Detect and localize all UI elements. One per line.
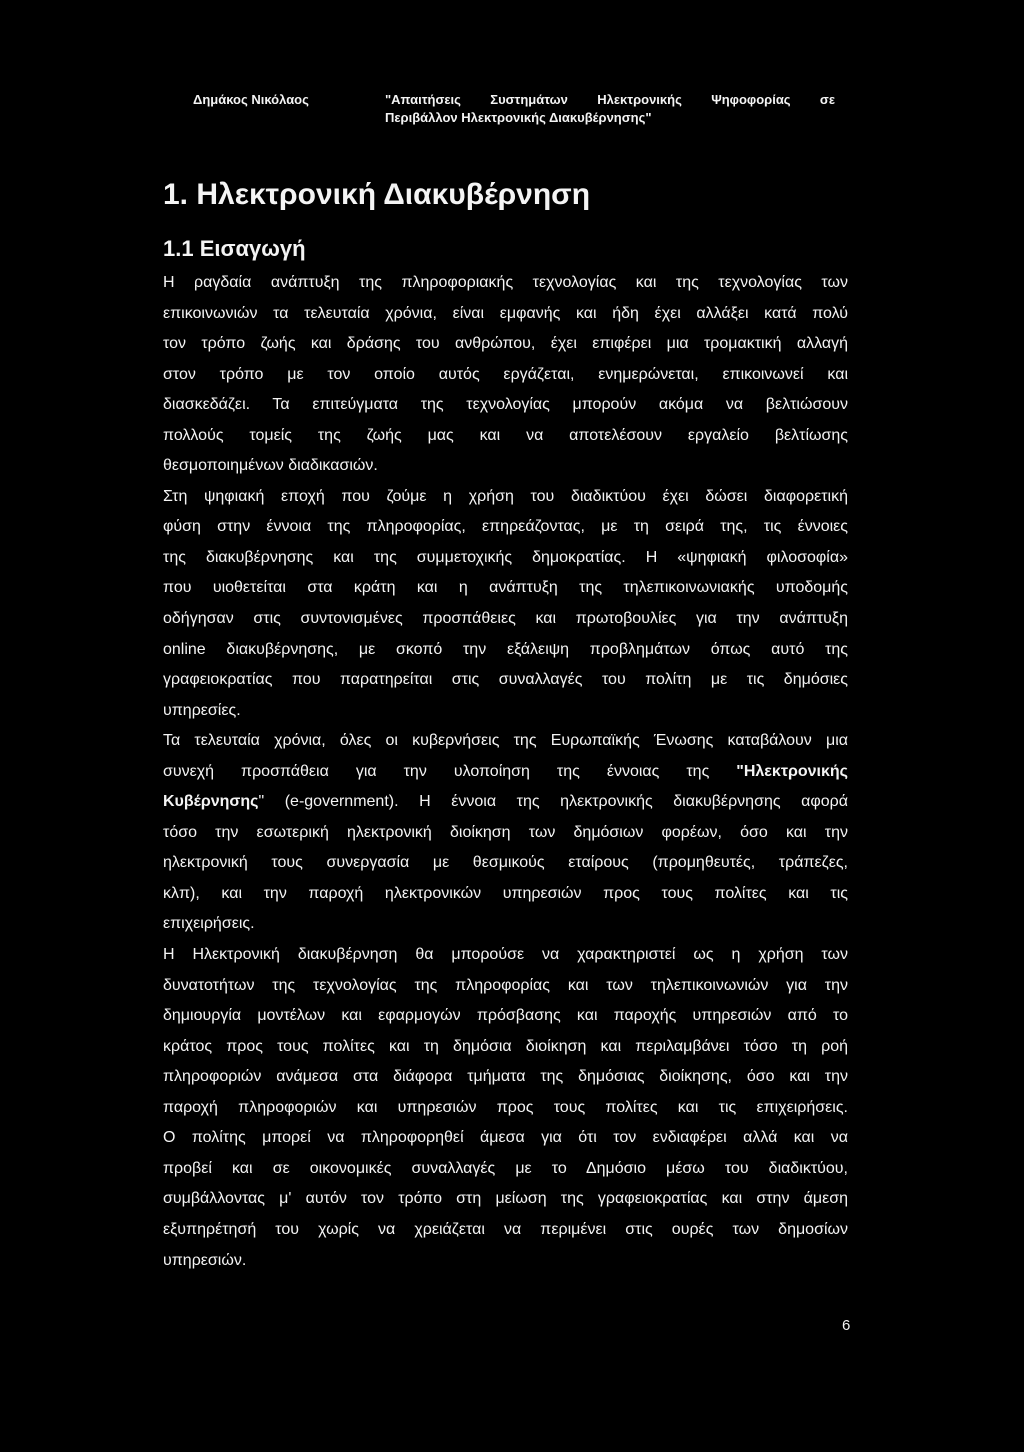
body-text bbox=[163, 268, 848, 1276]
body-line: δημιουργία μοντέλων και εφαρμογών πρόσβασης και παροχής υπηρεσιών από το bbox=[163, 1007, 848, 1025]
body-line: τον τρόπο ζωής και δράσης του ανθρώπου, έχει επιφέρει μια τρομακτική αλλαγή bbox=[163, 335, 848, 353]
section-heading: 1.1 Εισαγωγή bbox=[163, 236, 306, 261]
emphasized-term: "Ηλεκτρονικής bbox=[736, 762, 848, 780]
running-head-author: Δημάκος Νικόλαος bbox=[193, 92, 309, 107]
body-line: Τα τελευταία χρόνια, όλες οι κυβερνήσεις της Ευρωπαϊκής Ένωσης καταβάλουν μια bbox=[163, 732, 848, 750]
body-line: Η ραγδαία ανάπτυξη της πληροφοριακής τεχνολογίας και της τεχνολογίας των bbox=[163, 274, 848, 291]
body-line: Η Ηλεκτρονική διακυβέρνηση θα μπορούσε να χαρακτηριστεί ως η χρήση των bbox=[163, 946, 848, 964]
body-line: διασκεδάζει. Τα επιτεύγματα της τεχνολογίας μπορούν ακόμα να βελτιώσουν bbox=[163, 396, 848, 414]
body-line: κράτος προς τους πολίτες και τη δημόσια διοίκηση και περιλαμβάνει τόσο τη ροή bbox=[163, 1037, 848, 1055]
body-line: της διακυβέρνησης και της συμμετοχικής δημοκρατίας. Η «ψηφιακή φιλοσοφία» bbox=[163, 548, 848, 566]
body-line: Ο πολίτης μπορεί να πληροφορηθεί άμεσα για ότι τον ενδιαφέρει αλλά και να bbox=[163, 1129, 848, 1147]
running-head-title-line: "Απαιτήσεις Συστημάτων Ηλεκτρονικής Ψηφοφορίας σε bbox=[385, 92, 835, 107]
body-line: οδήγησαν στις συντονισμένες προσπάθειες και πρωτοβουλίες για την ανάπτυξη bbox=[163, 610, 848, 628]
page-number: 6 bbox=[842, 1317, 851, 1334]
body-line: επιχειρήσεις. bbox=[163, 915, 255, 933]
body-line: εξυπηρέτησή του χωρίς να χρειάζεται να περιμένει στις ουρές των δημοσίων bbox=[163, 1220, 848, 1238]
body-line-text: " (e-government). Η έννοια της ηλεκτρονικής διακυβέρνησης αφορά bbox=[258, 793, 848, 811]
body-line: συμβάλλοντας μ' αυτόν τον τρόπο στη μείωση της γραφειοκρατίας και στην άμεση bbox=[163, 1190, 848, 1208]
body-line bbox=[163, 757, 848, 788]
body-line: πολλούς τομείς της ζωής μας και να αποτελέσουν εργαλείο βελτίωσης bbox=[163, 426, 848, 444]
body-line: προβεί και σε οικονομικές συναλλαγές με το Δημόσιο μέσω του διαδικτύου, bbox=[163, 1159, 848, 1177]
body-line: πληροφοριών ανάμεσα στα διάφορα τμήματα της δημόσιας διοίκησης, όσο και την bbox=[163, 1068, 848, 1086]
emphasized-term: Κυβέρνησης bbox=[163, 793, 259, 811]
body-line: ηλεκτρονική τους συνεργασία με θεσμικούς εταίρους (προμηθευτές, τράπεζες, bbox=[163, 854, 848, 872]
running-head-title bbox=[385, 91, 835, 127]
body-line: στον τρόπο με τον οποίο αυτός εργάζεται, ενημερώνεται, επικοινωνεί και bbox=[163, 365, 848, 383]
body-line: γραφειοκρατίας που παρατηρείται στις συναλλαγές του πολίτη με τις δημόσιες bbox=[163, 671, 848, 689]
body-line: φύση στην έννοια της πληροφορίας, επηρεάζοντας, με τη σειρά της, τις έννοιες bbox=[163, 518, 848, 536]
body-line: τόσο την εσωτερική ηλεκτρονική διοίκηση των δημόσιων φορέων, όσο και την bbox=[163, 823, 848, 841]
body-line: υπηρεσίες. bbox=[163, 701, 241, 719]
running-head-title-line: Περιβάλλον Ηλεκτρονικής Διακυβέρνησης" bbox=[385, 110, 652, 125]
body-line: επικοινωνιών τα τελευταία χρόνια, είναι εμφανής και ήδη έχει αλλάξει κατά πολύ bbox=[163, 304, 848, 322]
body-line: δυνατοτήτων της τεχνολογίας της πληροφορίας και των τηλεπικοινωνιών για την bbox=[163, 976, 848, 994]
body-line: θεσμοποιημένων διαδικασιών. bbox=[163, 457, 378, 475]
body-line-text: συνεχή προσπάθεια για την υλοποίηση της έννοιας της bbox=[163, 762, 737, 780]
body-line: που υιοθετείται στα κράτη και η ανάπτυξη της τηλεπικοινωνιακής υποδομής bbox=[163, 579, 848, 597]
body-line: online διακυβέρνησης, με σκοπό την εξάλειψη προβλημάτων όπως αυτό της bbox=[163, 640, 848, 658]
body-line bbox=[163, 787, 848, 818]
body-line: κλπ), και την παροχή ηλεκτρονικών υπηρεσιών προς τους πολίτες και τις bbox=[163, 884, 848, 902]
body-line: παροχή πληροφοριών και υπηρεσιών προς τους πολίτες και τις επιχειρήσεις. bbox=[163, 1098, 848, 1116]
body-line: Στη ψηφιακή εποχή που ζούμε η χρήση του διαδικτύου έχει δώσει διαφορετική bbox=[163, 487, 848, 505]
chapter-heading: 1. Ηλεκτρονική Διακυβέρνηση bbox=[163, 178, 591, 211]
body-line: υπηρεσιών. bbox=[163, 1251, 247, 1269]
